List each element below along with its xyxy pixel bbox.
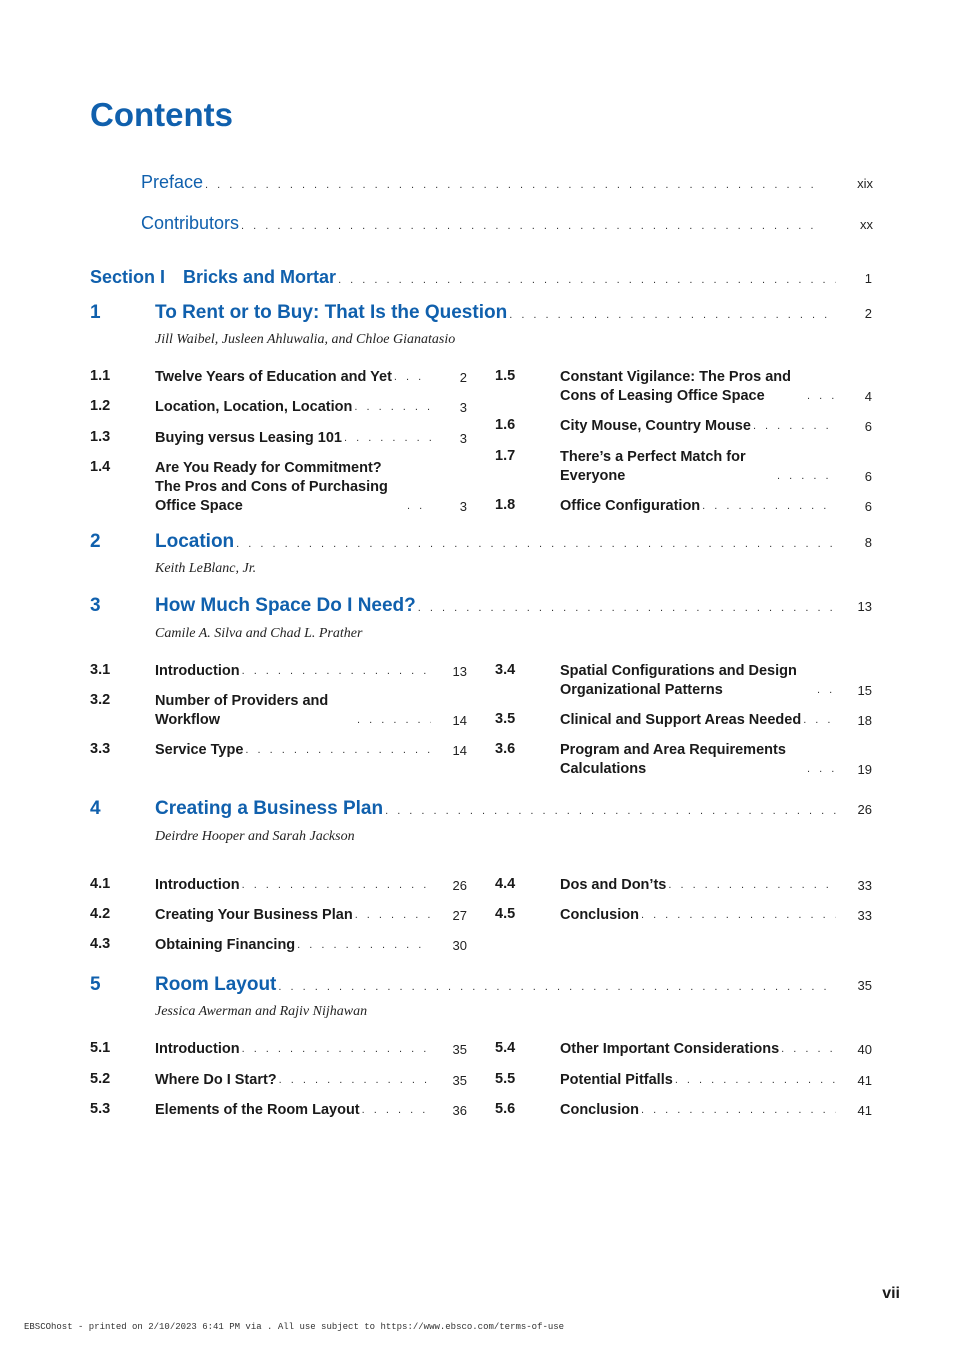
dot-leader [279, 1071, 431, 1090]
subsection-number: 4.4 [495, 876, 516, 892]
subsection-number: 1.1 [90, 368, 111, 384]
chapter-title: Location [155, 531, 235, 552]
toc-subsection-1-4[interactable] [90, 459, 467, 516]
toc-subsection-1-3[interactable] [90, 429, 467, 448]
dot-leader [817, 681, 836, 700]
subsection-page: 40 [857, 1042, 872, 1057]
dot-leader [807, 387, 836, 406]
chapter-page: 2 [864, 306, 872, 321]
subsection-number: 1.7 [495, 448, 516, 464]
chapter-page: 35 [857, 978, 872, 993]
toc-chapter-4[interactable] [90, 798, 872, 820]
subsection-title: Where Do I Start? [155, 1072, 277, 1088]
subsection-page: 19 [857, 762, 872, 777]
subsection-title: Service Type [155, 742, 244, 758]
chapter-title: Room Layout [155, 974, 277, 995]
subsection-page: 26 [452, 878, 467, 893]
subsection-page: 33 [857, 908, 872, 923]
toc-subsection-1-7[interactable] [495, 448, 872, 486]
subsection-number: 1.5 [495, 368, 516, 384]
dot-leader [362, 1101, 431, 1120]
section-title: Bricks and Mortar [183, 267, 337, 287]
toc-entry-preface[interactable] [141, 172, 873, 193]
chapter-page: 13 [857, 599, 872, 614]
dot-leader [641, 906, 836, 925]
subsection-page: 14 [452, 743, 467, 758]
subsection-page: 13 [452, 664, 467, 679]
subsection-title: Elements of the Room Layout [155, 1102, 360, 1118]
subsection-page: 18 [857, 713, 872, 728]
dot-leader [242, 1040, 431, 1059]
toc-chapter-1[interactable] [90, 302, 872, 324]
dot-leader [807, 760, 836, 779]
chapter-title: Creating a Business Plan [155, 798, 384, 819]
subsection-page: 41 [857, 1103, 872, 1118]
subsection-page: 3 [459, 499, 467, 514]
subsection-number: 3.2 [90, 692, 111, 708]
subsection-title: Conclusion [560, 907, 639, 923]
subsection-title: Clinical and Support Areas Needed [560, 712, 802, 728]
subsection-number: 1.3 [90, 429, 111, 445]
subsection-page: 6 [864, 499, 872, 514]
subsection-number: 5.4 [495, 1040, 516, 1056]
chapter-page: 26 [857, 802, 872, 817]
subsection-number: 1.6 [495, 417, 516, 433]
entry-page: xx [860, 217, 873, 232]
chapter-number: 4 [90, 798, 101, 819]
entry-title: Contributors [141, 213, 240, 233]
toc-subsection-1-1[interactable] [90, 368, 467, 387]
toc-subsection-1-6[interactable] [495, 417, 872, 436]
toc-subsection-3-5[interactable] [495, 711, 872, 730]
chapter-authors: Deirdre Hooper and Sarah Jackson [155, 829, 355, 844]
subsection-number: 5.5 [495, 1071, 516, 1087]
dot-leader [418, 602, 836, 614]
dot-leader [803, 711, 836, 730]
subsection-number: 3.6 [495, 741, 516, 757]
subsection-title: Creating Your Business Plan [155, 907, 353, 923]
subsection-title: Number of Providers and Workflow [155, 693, 329, 728]
subsection-title: Are You Ready for Commitment? The Pros and Cons of Purchasing Office Space [155, 460, 388, 514]
dot-leader [297, 936, 431, 955]
chapter-page: 8 [864, 535, 872, 550]
subsection-title: Program and Area Requirements Calculations [560, 742, 786, 777]
section-label: Section I [90, 267, 166, 287]
subsection-number: 1.4 [90, 459, 111, 475]
toc-chapter-3[interactable] [90, 595, 872, 617]
subsection-page: 14 [452, 713, 467, 728]
dot-leader [344, 429, 431, 448]
dot-leader [241, 220, 813, 232]
dot-leader [236, 538, 836, 550]
subsection-number: 3.3 [90, 741, 111, 757]
entry-page: xix [857, 176, 873, 191]
toc-chapter-5[interactable] [90, 974, 872, 996]
subsection-page: 33 [857, 878, 872, 893]
subsection-number: 4.2 [90, 906, 111, 922]
subsection-page: 2 [459, 370, 467, 385]
subsection-title: Buying versus Leasing 101 [155, 430, 342, 446]
toc-chapter-2[interactable] [90, 531, 872, 553]
dot-leader [357, 711, 431, 730]
dot-leader [641, 1101, 836, 1120]
toc-subsection-1-8[interactable] [495, 497, 872, 516]
toc-subsection-4-3[interactable] [90, 936, 467, 955]
print-footer: EBSCOhost - printed on 2/10/2023 6:41 PM via . All use subject to https://www.ebsco.com/terms-of-use [24, 1322, 565, 1332]
dot-leader [675, 1071, 836, 1090]
subsection-title: Potential Pitfalls [560, 1072, 673, 1088]
dot-leader [394, 368, 431, 387]
toc-section[interactable] [90, 267, 872, 288]
subsection-number: 1.2 [90, 398, 111, 414]
toc-subsection-3-2[interactable] [90, 692, 467, 730]
subsection-title: Introduction [155, 877, 240, 893]
subsection-title: Other Important Considerations [560, 1041, 780, 1057]
toc-subsection-3-1[interactable] [90, 662, 467, 681]
toc-subsection-1-5[interactable] [495, 368, 872, 406]
dot-leader [509, 309, 836, 321]
dot-leader [407, 497, 431, 516]
subsection-number: 5.3 [90, 1101, 111, 1117]
toc-subsection-1-2[interactable] [90, 398, 467, 417]
dot-leader [781, 1040, 836, 1059]
toc-subsection-3-4[interactable] [495, 662, 872, 700]
dot-leader [354, 398, 431, 417]
toc-entry-contributors[interactable] [141, 213, 873, 234]
subsection-page: 6 [864, 419, 872, 434]
toc-subsection-4-5[interactable] [495, 906, 872, 925]
subsection-title: Conclusion [560, 1102, 639, 1118]
section-page: 1 [864, 271, 872, 286]
dot-leader [278, 981, 836, 993]
subsection-number: 4.3 [90, 936, 111, 952]
subsection-page: 6 [864, 469, 872, 484]
chapter-title: To Rent or to Buy: That Is the Question [155, 302, 508, 323]
dot-leader [245, 741, 431, 760]
subsection-number: 5.2 [90, 1071, 111, 1087]
subsection-number: 4.1 [90, 876, 111, 892]
subsection-number: 5.1 [90, 1040, 111, 1056]
chapter-number: 1 [90, 302, 101, 323]
subsection-title: Constant Vigilance: The Pros and Cons of Leasing Office Space [560, 369, 791, 404]
subsection-page: 35 [452, 1042, 467, 1057]
entry-title: Preface [141, 172, 204, 192]
subsection-number: 3.1 [90, 662, 111, 678]
subsection-number: 3.4 [495, 662, 516, 678]
toc-subsection-3-3[interactable] [90, 741, 467, 760]
dot-leader [242, 662, 431, 681]
dot-leader [668, 876, 836, 895]
dot-leader [355, 906, 431, 925]
subsection-page: 15 [857, 683, 872, 698]
dot-leader [385, 805, 836, 817]
subsection-page: 3 [459, 431, 467, 446]
toc-subsection-5-1[interactable] [90, 1040, 467, 1059]
subsection-page: 41 [857, 1073, 872, 1088]
dot-leader [338, 274, 836, 286]
subsection-page: 4 [864, 389, 872, 404]
chapter-title: How Much Space Do I Need? [155, 595, 416, 616]
toc-subsection-5-3[interactable] [90, 1101, 467, 1120]
chapter-number: 2 [90, 531, 101, 552]
toc-subsection-3-6[interactable] [495, 741, 872, 779]
subsection-title: Spatial Configurations and Design Organizational Patterns [560, 663, 797, 698]
dot-leader [242, 876, 431, 895]
dot-leader [205, 179, 813, 191]
subsection-title: Location, Location, Location [155, 399, 353, 415]
subsection-page: 36 [452, 1103, 467, 1118]
toc-subsection-5-6[interactable] [495, 1101, 872, 1120]
subsection-title: Introduction [155, 663, 240, 679]
chapter-number: 3 [90, 595, 101, 616]
toc-subsection-5-5[interactable] [495, 1071, 872, 1090]
dot-leader [753, 417, 836, 436]
chapter-authors: Jill Waibel, Jusleen Ahluwalia, and Chloe Gianatasio [155, 332, 456, 347]
subsection-number: 5.6 [495, 1101, 516, 1117]
toc-subsection-4-1[interactable] [90, 876, 467, 895]
chapter-authors: Camile A. Silva and Chad L. Prather [155, 626, 363, 641]
toc-subsection-4-4[interactable] [495, 876, 872, 895]
dot-leader [777, 467, 836, 486]
subsection-title: There’s a Perfect Match for Everyone [560, 449, 746, 484]
subsection-title: Twelve Years of Education and Yet [155, 369, 392, 385]
chapter-authors: Keith LeBlanc, Jr. [155, 561, 257, 576]
subsection-page: 30 [452, 938, 467, 953]
subsection-number: 3.5 [495, 711, 516, 727]
page-title: Contents [90, 96, 233, 133]
toc-subsection-5-4[interactable] [495, 1040, 872, 1059]
chapter-authors: Jessica Awerman and Rajiv Nijhawan [155, 1004, 368, 1019]
subsection-page: 35 [452, 1073, 467, 1088]
toc-subsection-5-2[interactable] [90, 1071, 467, 1090]
subsection-title: Introduction [155, 1041, 240, 1057]
subsection-page: 27 [452, 908, 467, 923]
subsection-title: Office Configuration [560, 498, 701, 514]
subsection-page: 3 [459, 400, 467, 415]
subsection-title: City Mouse, Country Mouse [560, 418, 751, 434]
page-number: vii [882, 1285, 900, 1302]
subsection-number: 4.5 [495, 906, 516, 922]
subsection-title: Dos and Don’ts [560, 877, 667, 893]
toc-subsection-4-2[interactable] [90, 906, 467, 925]
dot-leader [702, 497, 836, 516]
subsection-number: 1.8 [495, 497, 516, 513]
subsection-title: Obtaining Financing [155, 937, 296, 953]
chapter-number: 5 [90, 974, 101, 995]
